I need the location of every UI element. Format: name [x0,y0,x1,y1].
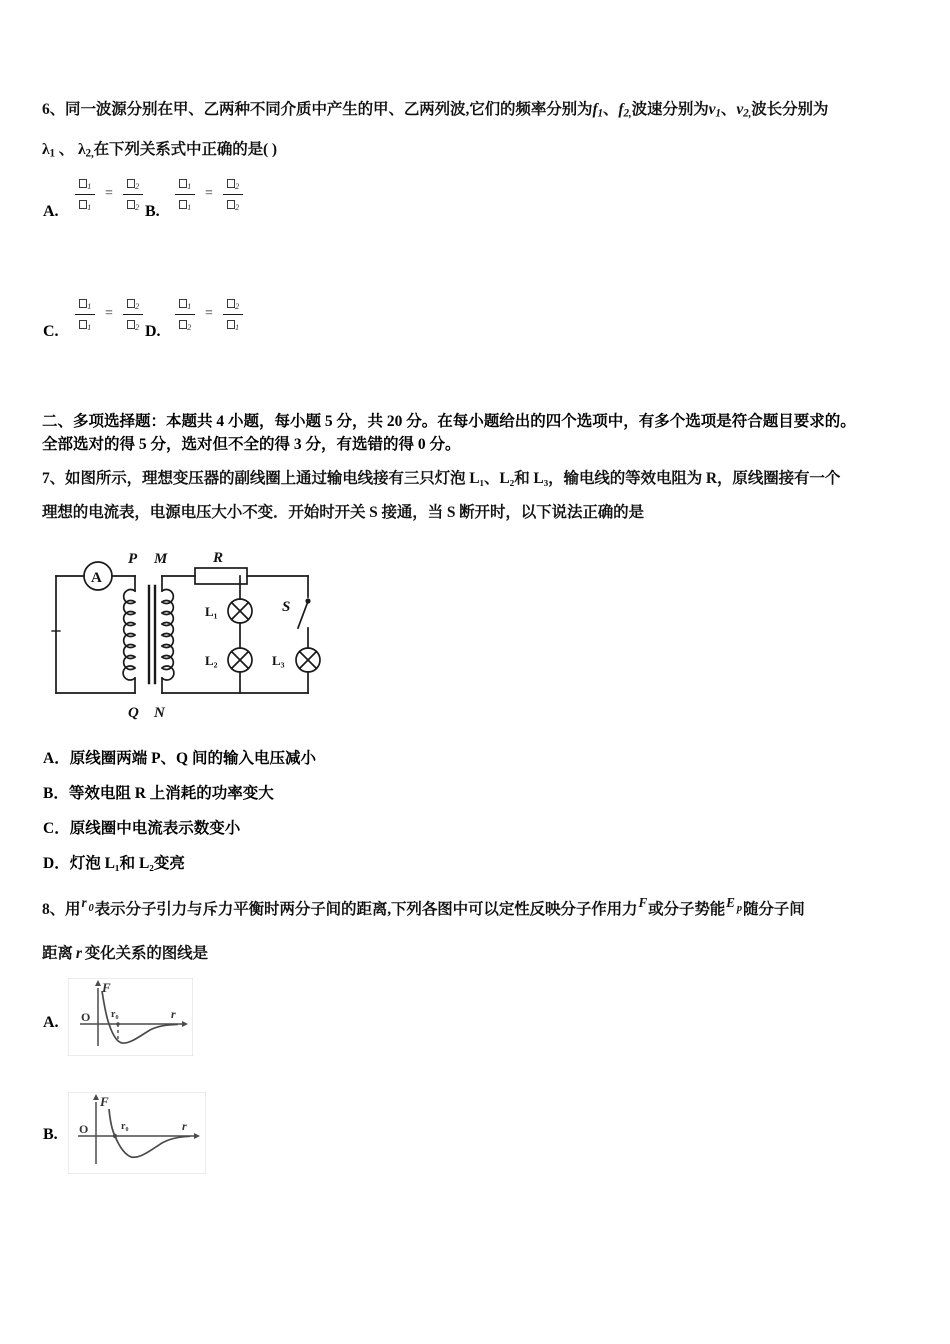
option-text: 原线圈中电流表示数变小 [69,820,241,837]
switch-pivot-dot-icon [305,598,310,603]
question-7-option-a[interactable] [43,746,316,768]
missing-glyph-box-icon [227,320,235,329]
question-6-stem-text: 6、同一波源分别在甲、乙两种不同介质中产生的甲、乙两列波,它们的频率分别为 [42,101,593,118]
fraction-bar [75,194,95,196]
equals-sign: = [205,306,213,322]
option-c-letter-q6[interactable]: C. [43,323,59,340]
fraction-left [172,296,198,333]
option-a-letter-q6[interactable]: A. [43,203,59,220]
secondary-coil-windings [162,590,174,681]
option-d-formula-q6[interactable] [172,296,246,333]
question-8-line2-tail: 变化关系的图线是 [84,945,208,962]
section-2-heading-line-1: 二、多项选择题：本题共 4 小题，每小题 5 分，共 20 分。在每小题给出的四个选项中，有多个选项是符合题目要求的。 [42,413,856,430]
fraction-right [220,176,246,213]
var-Ep-sub: p [736,902,742,914]
option-a-formula-q6[interactable] [72,176,146,213]
var-v2-sub: 2, [743,107,752,120]
fraction-bar [123,194,143,196]
var-F: F [638,895,648,910]
graph-a-r0-point [116,1022,120,1026]
missing-glyph-box-icon [179,179,187,188]
numerator: 2 [225,296,242,312]
question-8-line2-prefix: 距离 [42,945,73,962]
option-letter: B． [43,785,69,802]
question-6-line-2 [42,140,277,163]
var-r: r [75,945,82,962]
question-6-prompt-tail: 在下列关系式中正确的是( ) [93,141,277,158]
fraction-right [220,296,246,333]
ammeter-label: A [91,570,102,586]
var-lambda2: λ [77,141,86,158]
label-R: R [213,550,224,566]
question-8-stem-mid-2: 或分子势能 [648,901,726,919]
missing-glyph-box-icon [179,200,187,209]
transformer-circuit-diagram [50,545,350,730]
var-v2: v [736,101,744,118]
lamp-L2-label: L₂ [205,653,218,668]
denominator: 1 [77,197,94,213]
missing-glyph-box-icon [227,299,235,308]
switch-lever-icon [298,604,307,628]
equals-sign: = [105,186,113,202]
graph-a-x-label: r [171,1007,176,1021]
section-2-heading-line-2: 全部选对的得 5 分，选对但不全的得 3 分，有选错的得 0 分。 [42,436,461,453]
lamp-L1-label: L₁ [205,604,218,619]
graph-b-origin-label: O [79,1122,89,1136]
denominator: 2 [125,317,142,333]
denominator: 1 [77,317,94,333]
missing-glyph-box-icon [127,200,135,209]
option-b-letter-q6[interactable]: B. [145,203,160,220]
var-v1-sub: 1 [715,107,721,120]
question-8-stem-tail: 随分子间 [743,901,805,919]
missing-glyph-box-icon [179,320,187,329]
numerator: 1 [77,296,94,312]
question-8-stem-prefix: 8、用 [42,901,81,919]
var-Ep: E [726,895,735,910]
option-letter: C． [43,820,70,837]
missing-glyph-box-icon [127,299,135,308]
primary-coil-windings [123,590,135,681]
graph-a-y-label: F [102,980,111,995]
label-N: N [154,705,165,721]
denominator: 2 [177,317,194,333]
fraction-right [120,176,146,213]
graph-option-b[interactable] [68,1092,206,1179]
fraction-left [72,296,98,333]
fraction-bar [123,314,143,316]
var-f1-sub: 1 [597,107,603,120]
option-letter: D． [43,855,70,872]
graph-b-r0-label: r₀ [121,1121,129,1132]
denominator: 1 [177,197,194,213]
graph-b-x-label: r [182,1119,187,1133]
graph-b-r0-point [113,1134,117,1138]
question-8-stem-mid: 表示分子引力与斥力平衡时两分子间的距离,下列各图中可以定性反映分子作用力 [94,901,638,919]
numerator: 2 [225,176,242,192]
denominator: 2 [125,197,142,213]
option-c-formula-q6[interactable] [72,296,146,333]
var-r0: r [81,895,87,910]
option-text: 灯泡 L₁和 L₂变亮 [69,855,185,872]
graph-b-y-label: F [100,1094,109,1109]
option-letter: A． [43,750,70,767]
numerator: 1 [77,176,94,192]
var-r0-sub: 0 [88,902,94,914]
sep-2: 、 [720,101,737,118]
var-lambda2-sub: 2, [85,147,94,160]
missing-glyph-box-icon [79,320,87,329]
question-7-line-1: 7、如图所示，理想变压器的副线圈上通过输电线接有三只灯泡 L₁、L₂和 L₃，输电线的等效电阻为 R，原线圈接有一个 [42,470,841,487]
label-Q: Q [128,705,139,721]
option-d-letter-q6[interactable]: D. [145,323,161,340]
fraction-bar [223,314,243,316]
fraction-right [120,296,146,333]
label-M: M [154,551,168,567]
missing-glyph-box-icon [127,179,135,188]
missing-glyph-box-icon [79,299,87,308]
fraction-bar [175,194,195,196]
fraction-left [72,176,98,213]
denominator: 2 [225,197,242,213]
text-wavelength: 波长分别为 [751,101,829,118]
numerator: 2 [125,176,142,192]
fraction-bar [175,314,195,316]
question-6-line-1 [42,100,828,123]
question-7-option-b[interactable] [43,781,274,803]
equals-sign: = [205,186,213,202]
sep-3: 、 [55,141,78,158]
option-text: 原线圈两端 P、Q 间的输入电压减小 [69,750,316,767]
var-f2-sub: 2, [623,107,632,120]
label-P: P [128,551,138,567]
numerator: 1 [177,176,194,192]
var-f1: f [592,101,598,118]
option-a-letter-q8[interactable]: A. [43,1014,59,1031]
equals-sign: = [105,306,113,322]
numerator: 2 [125,296,142,312]
var-f2: f [618,101,624,118]
text-wavespeed: 波速分别为 [631,101,709,118]
var-lambda1: λ [42,141,50,158]
numerator: 1 [177,296,194,312]
question-8-line-2 [42,944,208,964]
option-text: 等效电阻 R 上消耗的功率变大 [68,785,274,802]
missing-glyph-box-icon [227,179,235,188]
missing-glyph-box-icon [79,179,87,188]
graph-a-origin-label: O [81,1010,91,1024]
question-7-option-c[interactable] [43,816,240,838]
question-7-option-d[interactable] [43,851,185,873]
missing-glyph-box-icon [179,299,187,308]
fraction-left [172,176,198,213]
question-8-line-1 [42,893,805,920]
missing-glyph-box-icon [79,200,87,209]
missing-glyph-box-icon [227,200,235,209]
sep-1: 、 [602,101,619,118]
graph-a-r0-label: r₀ [111,1009,119,1020]
var-v1: v [708,101,716,118]
question-7-line-2: 理想的电流表，电源电压大小不变．开始时开关 S 接通，当 S 断开时，以下说法正确的是 [42,504,644,521]
missing-glyph-box-icon [127,320,135,329]
fraction-bar [223,194,243,196]
option-b-letter-q8[interactable]: B. [43,1126,58,1143]
denominator: 1 [225,317,242,333]
fraction-bar [75,314,95,316]
graph-option-a[interactable] [68,978,193,1061]
lamp-L3-label: L₃ [272,653,285,668]
switch-label: S [282,599,291,615]
option-b-formula-q6[interactable] [172,176,246,213]
var-lambda1-sub: 1 [49,147,55,160]
